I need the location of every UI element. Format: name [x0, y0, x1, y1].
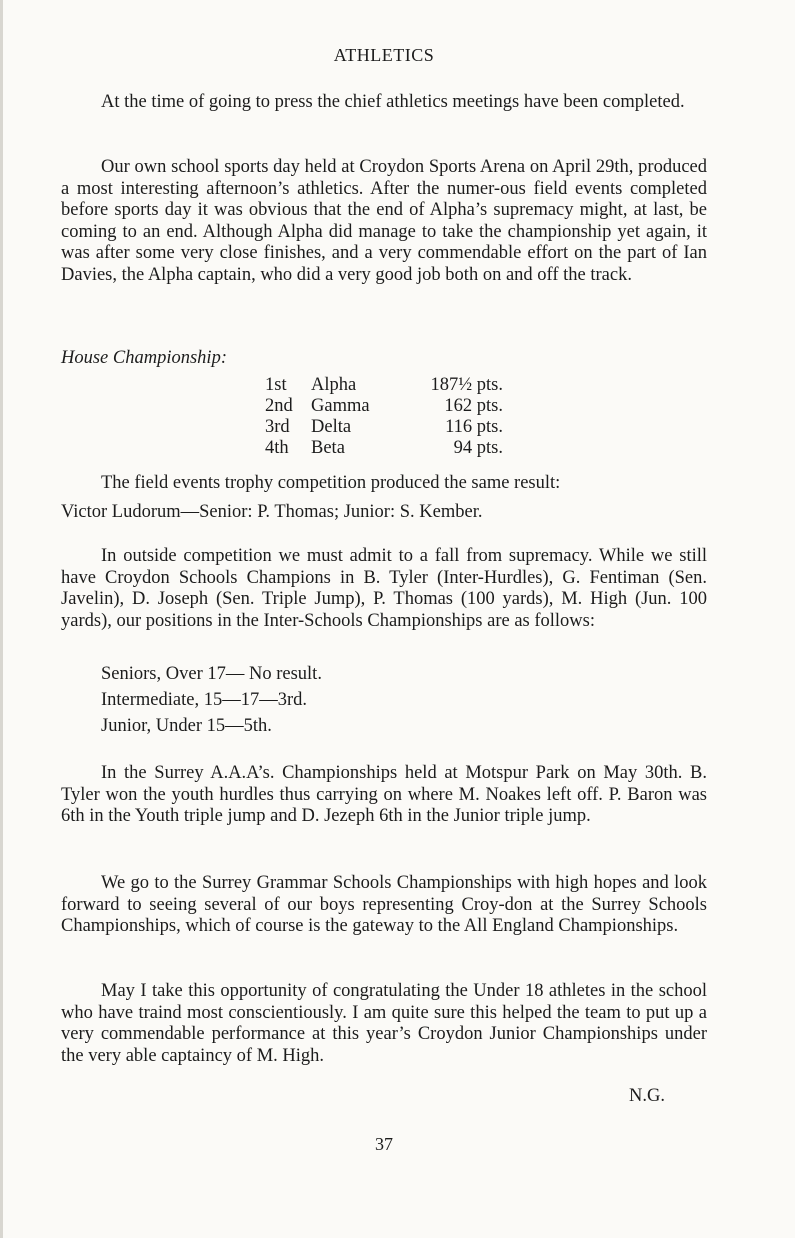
intro-paragraph: At the time of going to press the chief athletics meetings have been completed. — [101, 92, 685, 112]
points-cell: 162 pts. — [444, 396, 503, 416]
page-edge — [0, 0, 3, 1238]
house-cell: Delta — [311, 417, 352, 437]
table-row — [265, 375, 503, 396]
position-cell: 4th — [265, 438, 289, 458]
list-item: Intermediate, 15—17—3rd. — [101, 690, 308, 710]
house-cell: Alpha — [311, 375, 357, 395]
outside-competition-paragraph: In outside competition we must admit to a fall from supremacy. While we still have Croydon Schools Champions in B. Tyler (Inter-Hurdles), G. Fentiman (Sen. Javelin), D. Joseph (Sen. Triple Jump), P. Thomas (100 yards), M. High (Jun. 100 yards), our positions in the Inter-Schools Championships are as follows: — [61, 546, 707, 631]
table-row — [265, 438, 503, 459]
sports-day-paragraph: Our own school sports day held at Croydon Sports Arena on April 29th, produced a most interesting afternoon’s athletics. After the numer-ous field events completed before sports day it was obvious that the end of Alpha’s supremacy might, at last, be coming to an end. Although Alpha did manage to take the championship yet again, it was after some very close finishes, and a very commendable effort on the part of Ian Davies, the Alpha captain, who did a very good job both on and off the track. — [61, 157, 707, 285]
congratulations-paragraph: May I take this opportunity of congratulating the Under 18 athletes in the school who have traind most conscientiously. I am quite sure this helped the team to put up a very commendable performance at this year’s Croydon Junior Championships under the very able captaincy of M. High. — [61, 981, 707, 1066]
field-events-paragraph: The field events trophy competition produced the same result: — [101, 473, 561, 493]
list-item: Seniors, Over 17— No result. — [101, 664, 322, 684]
position-cell: 3rd — [265, 417, 290, 437]
points-cell: 94 pts. — [453, 438, 503, 458]
surrey-aaa-paragraph: In the Surrey A.A.A’s. Championships held at Motspur Park on May 30th. B. Tyler won the youth hurdles thus carrying on where M. Noakes left off. P. Baron was 6th in the Youth triple jump and D. Jezeph 6th in the Junior triple jump. — [61, 763, 707, 826]
points-cell: 187½ pts. — [430, 375, 503, 395]
position-cell: 1st — [265, 375, 287, 395]
table-row — [265, 417, 503, 438]
house-results-table — [265, 375, 503, 459]
author-signature: N.G. — [629, 1086, 665, 1106]
page-title: ATHLETICS — [333, 45, 435, 65]
position-cell: 2nd — [265, 396, 293, 416]
list-item: Junior, Under 15—5th. — [101, 716, 272, 736]
house-championship-heading: House Championship: — [61, 348, 227, 368]
house-cell: Beta — [311, 438, 345, 458]
page-number: 37 — [375, 1134, 393, 1154]
victor-ludorum-line: Victor Ludorum—Senior: P. Thomas; Junior: S. Kember. — [61, 502, 483, 522]
table-row — [265, 396, 503, 417]
points-cell: 116 pts. — [445, 417, 503, 437]
grammar-schools-paragraph: We go to the Surrey Grammar Schools Championships with high hopes and look forward to seeing several of our boys representing Croy-don at the Surrey Schools Championships, which of course is the gateway to the All England Championships. — [61, 873, 707, 936]
house-cell: Gamma — [311, 396, 370, 416]
